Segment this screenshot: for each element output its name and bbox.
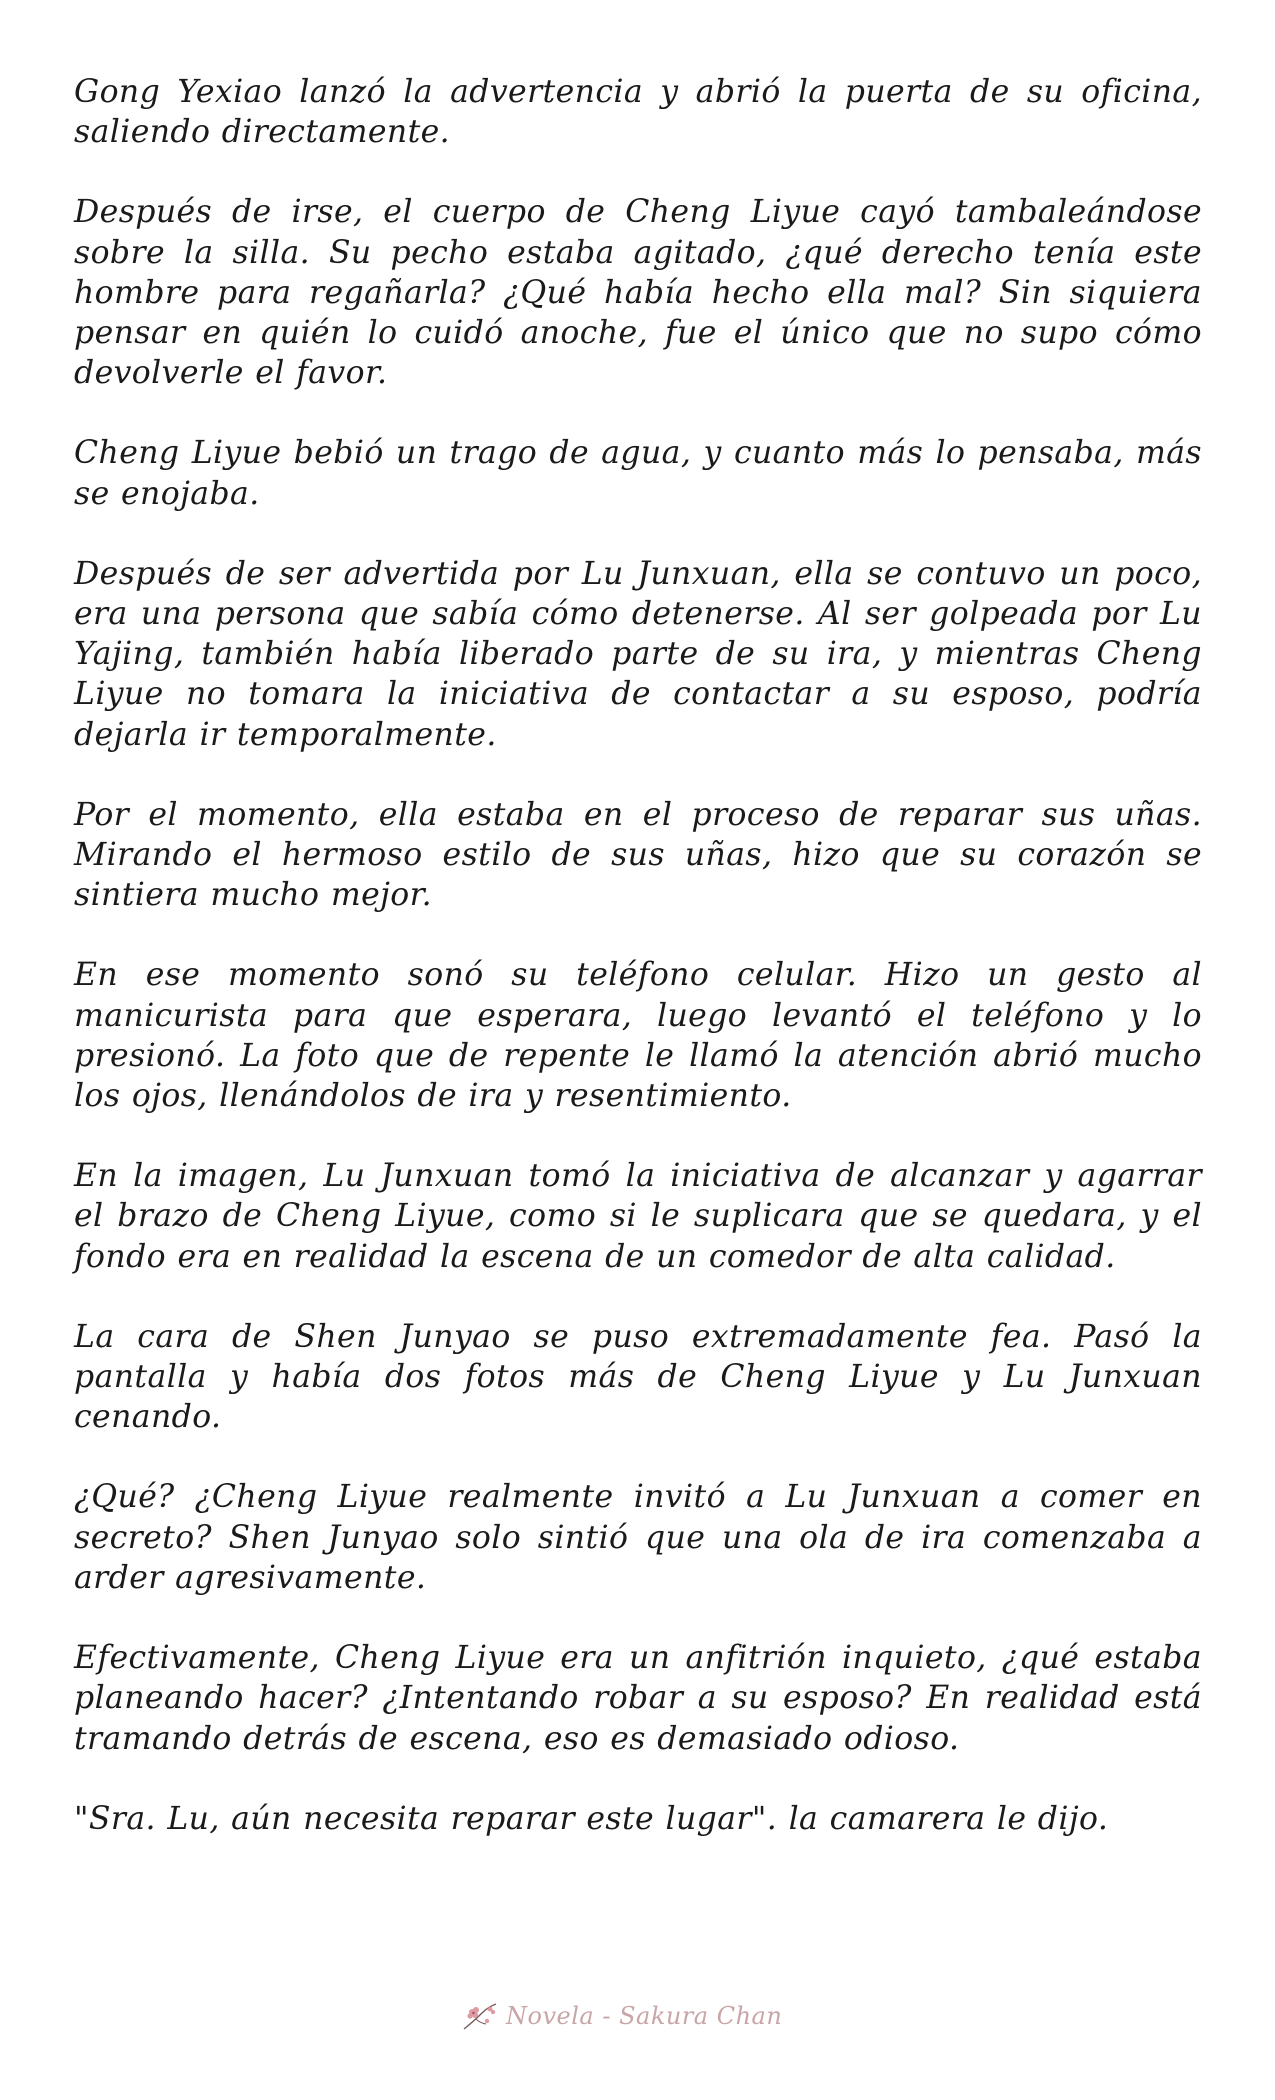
paragraph: Efectivamente, Cheng Liyue era un anfitrión inquieto, ¿qué estaba planeando hacer? ¿Intentando robar a su esposo? En realidad está tramando detrás de escena, eso es demasiado odioso. <box>74 1640 1202 1757</box>
paragraph: Cheng Liyue bebió un trago de agua, y cuanto más lo pensaba, más se enojaba. <box>74 435 1202 512</box>
paragraph: Después de irse, el cuerpo de Cheng Liyue cayó tambaleándose sobre la silla. Su pecho estaba agitado, ¿qué derecho tenía este hombre para regañarla? ¿Qué había hecho ella mal? Sin siquiera pensar en quién lo cuidó anoche, fue el único que no supo cómo devolverle el favor. <box>74 194 1202 392</box>
document-body <box>74 72 1202 1879</box>
paragraph: En la imagen, Lu Junxuan tomó la iniciativa de alcanzar y agarrar el brazo de Cheng Liyue, como si le suplicara que se quedara, y el fondo era en realidad la escena de un comedor de alta calidad. <box>74 1158 1202 1275</box>
paragraph: Después de ser advertida por Lu Junxuan, ella se contuvo un poco, era una persona que sabía cómo detenerse. Al ser golpeada por Lu Yajing, también había liberado parte de su ira, y mientras Cheng Liyue no tomara la iniciativa de contactar a su esposo, podría dejarla ir temporalmente. <box>74 555 1202 753</box>
paragraph: En ese momento sonó su teléfono celular. Hizo un gesto al manicurista para que esperara, luego levantó el teléfono y lo presionó. La foto que de repente le llamó la atención abrió mucho los ojos, llenándolos de ira y resentimiento. <box>74 957 1202 1115</box>
watermark-text: Novela - Sakura Chan <box>506 2002 783 2030</box>
watermark-footer <box>460 1994 840 2038</box>
paragraph: "Sra. Lu, aún necesita reparar este lugar". la camarera le dijo. <box>74 1800 1109 1837</box>
paragraph: La cara de Shen Junyao se puso extremadamente fea. Pasó la pantalla y había dos fotos más de Cheng Liyue y Lu Junxuan cenando. <box>74 1318 1202 1436</box>
paragraph: ¿Qué? ¿Cheng Liyue realmente invitó a Lu Junxuan a comer en secreto? Shen Junyao solo sintió que una ola de ira comenzaba a arder agresivamente. <box>74 1479 1202 1596</box>
paragraph: Gong Yexiao lanzó la advertencia y abrió la puerta de su oficina, saliendo directamente. <box>74 74 1202 151</box>
cherry-blossom-icon <box>460 1999 502 2033</box>
paragraph: Por el momento, ella estaba en el proceso de reparar sus uñas. Mirando el hermoso estilo de sus uñas, hizo que su corazón se sintiera mucho mejor. <box>74 796 1202 914</box>
